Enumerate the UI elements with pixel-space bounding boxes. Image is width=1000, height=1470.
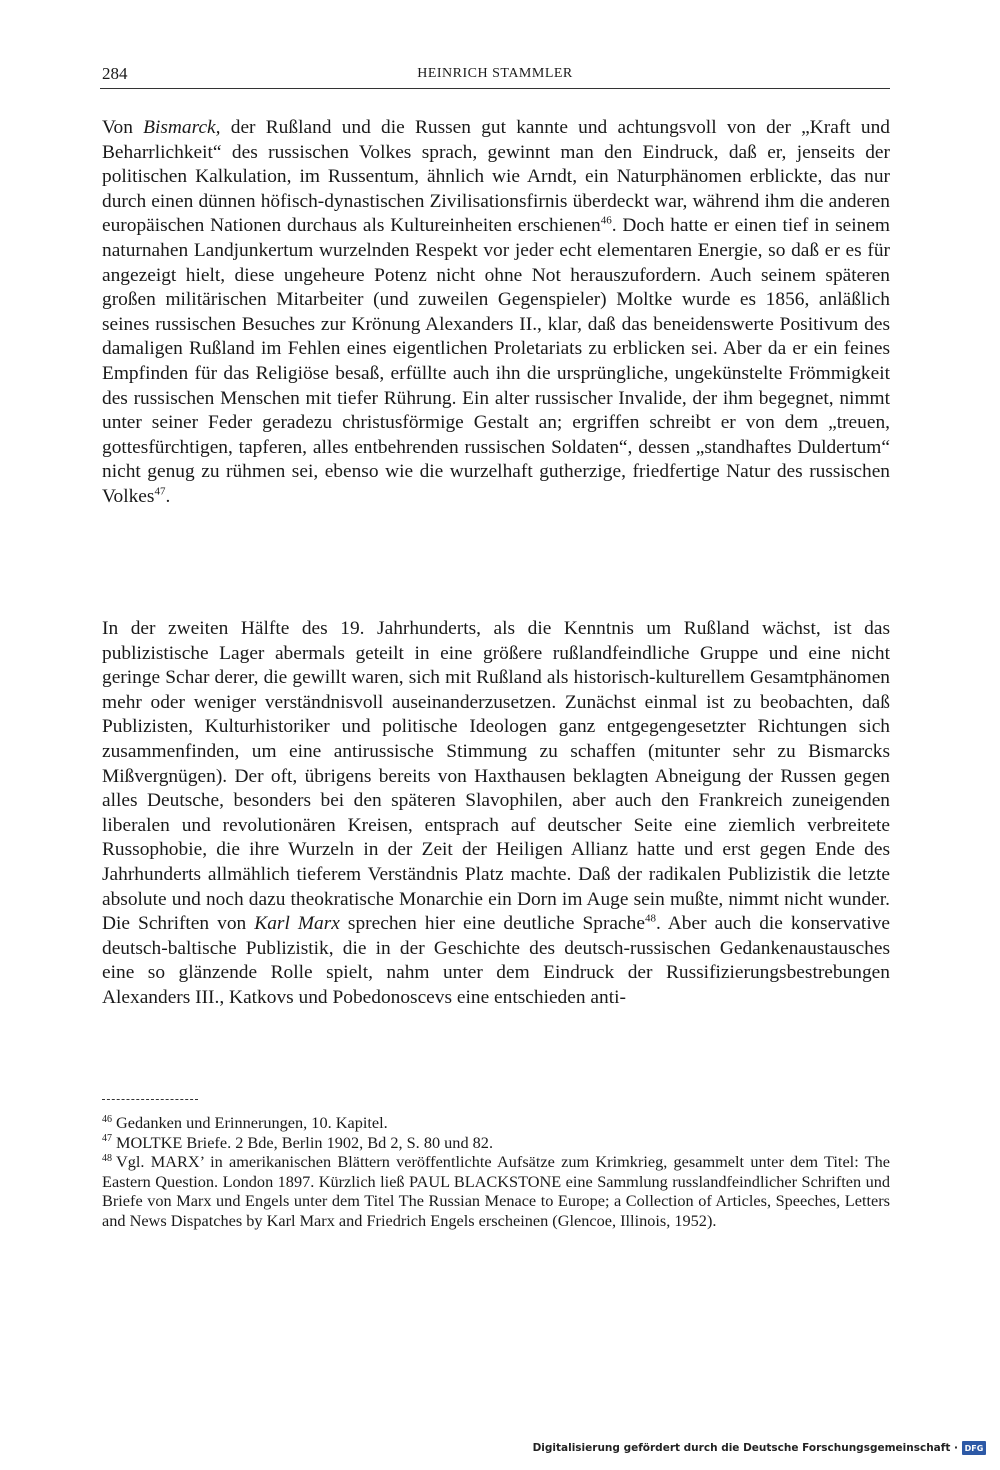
page-header [100,62,890,89]
italic-name-karl-marx: Karl Marx [254,913,340,935]
running-head: HEINRICH STAMMLER [417,66,573,81]
footnote-46 [102,1113,890,1133]
footnote-separator [102,1099,198,1100]
footnote-ref-46: 46 [600,214,612,227]
text-run: Von [102,117,144,138]
text-run: sprechen hier eine deutliche Sprache [339,913,645,935]
text-run: . Aber auch die konservative deutsch-baltische Publizistik, die in der Geschichte des deutsch-russischen Gedankenaustausches eine so glänzende Rolle spielt, nahm unter dem Eindruck der Russifizierungsbestrebungen Alexanders III., Katkovs und Pobedonoscevs eine entschieden anti- [102,913,891,1008]
text-run: der Rußland und die Russen gut kannte und achtungsvoll von der „Kraft und Beharrlichkeit“ des russischen Volkes sprach, gewinnt man den Eindruck, daß er, jenseits der politischen Kalkulation, im Russentum, ähnlich wie Arndt, ein Naturphänomen erblickte, das nur durch einen dünnen höfisch-dynastischen Zivilisationsfirnis überdeckt war, während ihm die anderen europäischen Nationen durchaus als Kultureinheiten erschienen [102,117,890,237]
italic-name-bismarck: Bismarck, [143,117,221,138]
text-run: In der zweiten Hälfte des 19. Jahrhunderts, als die Kenntnis um Rußland wächst, ist das publizistische Lager abermals geteilt in eine größere rußlandfeindliche Gruppe und eine nicht geringe Schar derer, die gewillt waren, sich mit Rußland als historisch-kulturellem Gesamtphänomen mehr oder weniger verständnisvoll auseinanderzusetzen. Zunächst einmal ist zu beobachten, daß Publizisten, Kulturhistoriker und politische Ideologen ganz entgegengesetzter Richtungen sich zusammenfinden, um eine antirussische Stimmung zu schaffen (mitunter sehr zu Bismarcks Mißvergnügen). Der oft, übrigens bereits von Haxthausen beklagten Abneigung der Russen gegen alles Deutsche, besonders bei den späteren Slavophilen, aber auch den Frankreich zuneigenden liberalen und revolutionären Kreisen, entsprach auf deutscher Seite eine ziemlich verbreitete Russophobie, die ihre Wurzeln in der Zeit der Heiligen Allianz hatte und erst gegen Ende des Jahrhunderts allmählich tieferem Verständnis Platz machte. Daß der radikalen Publizistik die letzte absolute und noch dazu theokratische Monarchie ein Dorn im Auge sein mußte, nimmt nicht wunder. Die Schriften von [102,618,890,935]
dfg-credit-text: Digitalisierung gefördert durch die Deutsche Forschungsgemeinschaft · [532,1442,958,1454]
footnote-ref-48: 48 [644,912,656,925]
footnote-text: MOLTKE Briefe. 2 Bde, Berlin 1902, Bd 2, S. 80 und 82. [116,1132,494,1152]
dfg-logo-icon: DFG [962,1441,986,1455]
footnote-text: Gedanken und Erinnerungen, 10. Kapitel. [116,1113,388,1132]
footnote-number: 48 [102,1152,112,1164]
footnote-number: 47 [102,1133,112,1145]
footnote-48 [102,1152,890,1230]
paragraph-2 [102,617,890,1011]
page-number: 284 [102,64,128,83]
text-run: . [165,485,171,507]
footnote-ref-47: 47 [154,485,166,498]
footnote-47 [102,1133,890,1153]
dfg-credit [533,1440,986,1456]
paragraph-1 [102,116,890,510]
footnotes [102,1113,890,1231]
footnote-number: 46 [102,1113,112,1125]
footnote-text: Vgl. MARX’ in amerikanischen Blättern veröffentlichte Aufsätze zum Krimkrieg, gesammelt unter dem Titel: The Eastern Question. London 1897. Kürzlich ließ PAUL BLACKSTONE eine Sammlung russlandfeindlicher Schriften und Briefe von Marx und Engels unter dem Titel The Russian Menace to Europe; a Collection of Articles, Speeches, Letters and News Dispatches by Karl Marx and Friedrich Engels erscheinen (Glencoe, Illinois, 1952). [102,1152,890,1230]
text-run: . Doch hatte er einen tief in seinem naturnahen Landjunkertum wurzelnden Respekt vor jeder echt elementaren Energie, so daß er es für angezeigt hielt, diese ungeheure Potenz nicht ohne Not herauszufordern. Auch seinem späteren großen militärischen Mitarbeiter (und zuweilen Gegenspieler) Moltke wurde es 1856, anläßlich seines russischen Besuches zur Krönung Alexanders II., klar, daß das beneidenswerte Positivum des damaligen Rußland im Fehlen eines eigentlichen Proletariats zu erblicken sei. Aber da er ein feines Empfinden für das Religiöse besaß, erfüllte auch ihn die ursprüngliche, ungekünstelte Frömmigkeit des russischen Menschen mit tiefer Rührung. Ein alter russischer Invalide, der ihm begegnet, nimmt unter seiner Feder geradezu christusförmige Gestalt an; ergriffen schreibt er von dem „treuen, gottesfürchtigen, tapferen, alles entbehrenden russischen Soldaten“, dessen „standhaftes Duldertum“ nicht genug zu rühmen sei, ebenso wie die wurzelhaft gutherzige, friedfertige Natur des russischen Volkes [102,215,890,507]
